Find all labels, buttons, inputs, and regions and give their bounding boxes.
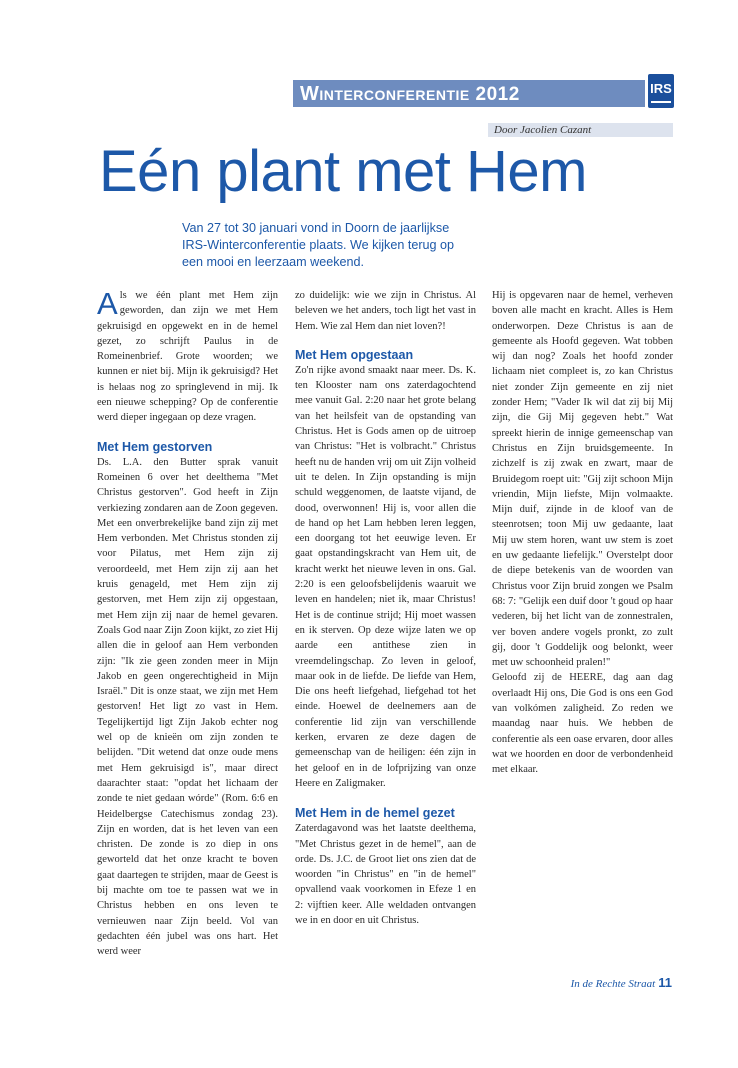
article-paragraph: Geloofd zij de HEERE, dag aan dag overlaadt Hij ons, Die God is ons een God van volkómen zaligheid. Zo reden we maandag naar huis. We hebben de conferentie als een oase ervaren, door alles wat we hoorden en door de verbondenheid met elkaar. [492, 672, 673, 776]
article-intro: Van 27 tot 30 januari vond in Doorn de jaarlijkse IRS-Winterconferentie plaats. We kijken terug op een mooi en leerzaam weekend. [182, 221, 455, 269]
page-number: 11 [658, 975, 672, 990]
article-paragraph: Ds. L.A. den Butter sprak vanuit Romeinen 6 over het deelthema "Met Christus gestorven". God heeft in Zijn verkiezing zondaren aan de Zoon gegeven. Met een onverbrekelijke band zijn zij met Hem verbonden. Met Christus stonden zij voor Pilatus, met Hem zijn zij veroordeeld, met Hem zijn zij aan het kruis genageld, met Hem zijn zij gestorven, met Hem zijn zij opgestaan, met Hem zijn zij naar de hemel gevaren. Zoals God naar Zijn Zoon kijkt, zo ziet Hij allen die in geloof aan Hem verbonden zijn: "Ik zie geen zonden meer in Mijn Jakob en geen ongerechtigheid in Mijn Israël." Dit is onze staat, we zijn met Hem gestorven! Het ligt zo vast in Hem. Tegelijkertijd ligt Zijn Jakob echter nog wel op de knieën om zijn zonden te belijden. "Dit wetend dat onze oude mens met Hem gekruisigd is", maar direct daarachter staat: "opdat het lichaam der zonde te niet gedaan wórde" (Rom. 6:6 en Heidelbergse Catechismus zondag 23). Zijn en worden, dat is het leven van een christen. De zonde is zo diep in ons geworteld dat het onze kracht te boven gaat daartegen te strijden, maar de Geest is bij machte om toe te passen wat we in Christus hebben en ons leven te vernieuwen naar Zijn beeld. Vol van gedachten één jubel was ons hart. Het werd weer [97, 456, 278, 958]
article-paragraph: Als we één plant met Hem zijn geworden, dan zijn we met Hem gekruisigd en opgewekt en in de hemel gezet, zo schrijft Paulus in de Romeinenbrief. Grote woorden; we kunnen er niet bij. Mijn ik gekruisigd? Het is helaas nog zo springlevend in mij. Ik een nieuwe schepping? Op de conferentie werd dieper ingegaan op deze vragen. [97, 286, 278, 424]
article-title: Eén plant met Hem [99, 139, 587, 204]
article-paragraph: Hij is opgevaren naar de hemel, verheven boven alle macht en kracht. Alles is Hem onderworpen. Deze Christus is aan de gemeente als Hoofd gegeven. Wat tobben wij dan nog? Zoals het hoofd zonder lichaam niet compleet is, zo kan Christus niet zonder Zijn gemeente en zij niet zonder Hem; "Vader Ik wil dat zij bij Mij zijn, die Gij Mij gegeven hebt." Wat spreekt hierin de innige gemeenschap van Christus en Zijn bruidsgemeente. In zichzelf is zij zwak en zwart, maar de Bruidegom roept uit: "Gij zijt schoon Mijn vriendin, Mijn liefste, Mijn volmaakte. Mijn duif, zijnde in de kloof van de steenrotsen; toon Mij uw gedaante, laat Mij uw stem horen, want uw stem is zoet en uw gedaante liefelijk." Overstelpt door de diepe betekenis van de woorden van Christus voor Zijn bruid zongen we Psalm 68: 7: "Gelijk een duif door 't goud op haar vederen, bij het licht van de zonnestralen, ver boven andere vogels pronkt, zo zult gij, door 't Goddelijk oog belonkt, weer met uw schoonheid pralen!" [492, 290, 673, 669]
irs-logo: IRS [648, 74, 674, 108]
article-column-3 [492, 288, 673, 778]
page-footer [571, 974, 672, 992]
series-title: WINTERCONFERENTIE 2012 [300, 83, 520, 105]
article-column-1 [97, 288, 278, 959]
section-heading-hemel: Met Hem in de hemel gezet [295, 806, 455, 821]
magazine-name: In de Rechte Straat [570, 978, 656, 990]
article-column-2 [295, 288, 476, 928]
byline: Door Jacolien Cazant [494, 124, 592, 136]
article-paragraph: Zo'n rijke avond smaakt naar meer. Ds. K. ten Klooster nam ons zaterdagochtend mee vanuit Gal. 2:20 naar het grote belang van het heilsfeit van de opstanding van Christus. Het is Gods amen op de uitroep van Christus: "Het is volbracht." Christus heeft nu de handen vrij om uit Zijn volheid uit te delen. In Zijn opstanding is mijn schuld weggenomen, de laatste vijand, de dood, overwonnen! Hij is, voor allen die de hand op het Lam hebben leren leggen, een doorgang tot het eeuwige leven. Er gaat opstandingskracht van Hem uit, de kracht werkt het nieuwe leven in ons. Gal. 2:20 is een geloofsbelijdenis waaruit we leven en handelen; niet ik, maar Christus! Het is de continue strijd; Hij moet wassen en ik sterven. Op deze wijze laten we op aarde een antithese zien in vreemdelingschap. Zo leven in geloof, maar ook in de liefde. De liefde van Hem, Die ons heeft liefgehad, liefgehad tot het einde. Hoewel de deelnemers aan de conferentie lid zijn van verschillende kerken, ervaren ze deze dagen de gemeenschap van de heiligen: één zijn in het geloof en in de lofprijzing van onze Heere en Zaligmaker. [295, 364, 476, 789]
article-paragraph: zo duidelijk: wie we zijn in Christus. Al beleven we het anders, toch ligt het vast in Hem. Wie zal Hem dan niet loven?! [295, 290, 476, 332]
drop-cap: A [97, 286, 118, 321]
article-paragraph: Zaterdagavond was het laatste deelthema, "Met Christus gezet in de hemel", aan de orde. Ds. J.C. de Groot liet ons zien dat de woorden "in Christus" en "in de hemel" opvallend vaak voorkomen in Efeze 1 en 2: vijftien keer. Alle weldaden ontvangen we in en door en uit Christus. [295, 823, 476, 926]
section-heading-gestorven: Met Hem gestorven [97, 439, 213, 454]
section-heading-opgestaan: Met Hem opgestaan [295, 347, 414, 362]
